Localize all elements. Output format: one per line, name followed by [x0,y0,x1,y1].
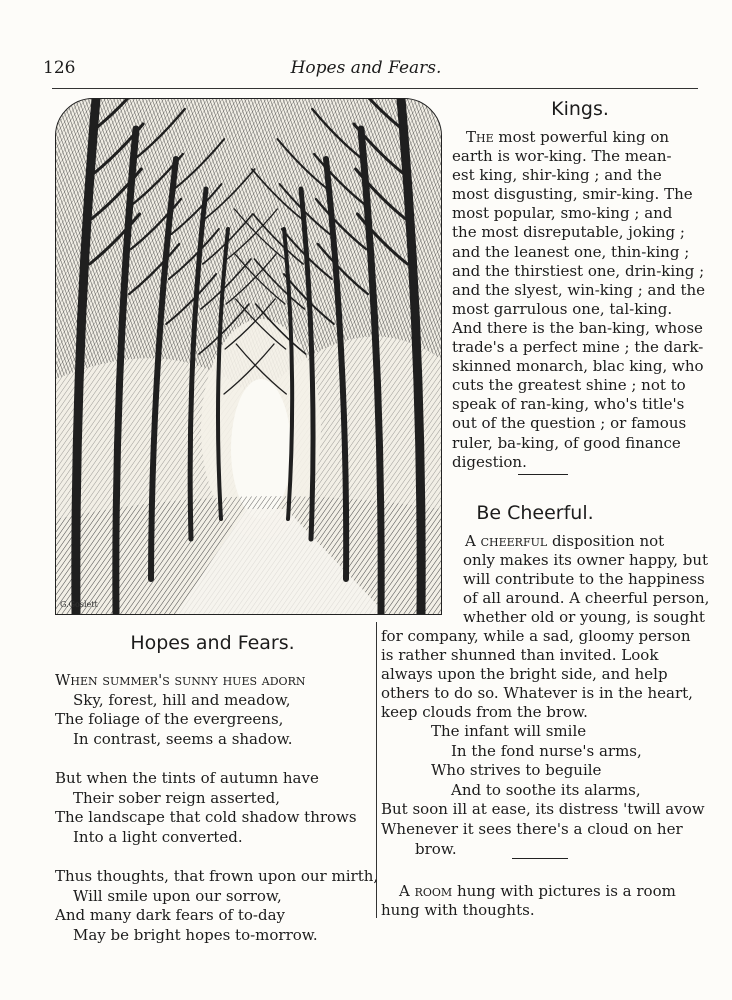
section-divider [512,858,568,859]
hopes-heading: Hopes and Fears. [130,632,295,654]
room-line: hung with thoughts. [381,901,535,920]
poem-line: And many dark fears of to-day [55,906,286,925]
verse-line: Who strives to beguile [431,761,602,780]
poem-line: Will smile upon our sorrow, [73,886,282,905]
cheerful-line: of all around. A cheerful person, [463,589,710,608]
kings-line: est king, shir-king ; and the [452,166,662,185]
kings-paragraph [452,128,706,472]
poem-line: In contrast, seems a shadow. [73,729,293,748]
cheerful-line: whether old or young, is sought [463,608,705,627]
kings-line: digestion. [452,452,527,471]
kings-line: and the thirstiest one, drin-king ; [452,261,705,280]
cheerful-line: is rather shunned than invited. Look [381,646,659,665]
cheerful-heading: Be Cheerful. [476,502,594,524]
tree-avenue-illustration [55,98,442,615]
kings-line: out of the question ; or famous [452,414,687,433]
kings-line: and the slyest, win-king ; and the [452,280,706,299]
engraver-signature: G.Goslett [60,600,98,609]
kings-line: most garrulous one, tal-king. [452,299,673,318]
verse-line: And to soothe its alarms, [451,780,641,799]
cheerful-line: keep clouds from the brow. [381,703,588,722]
cheerful-verse [381,722,705,859]
poem-line: When summer's sunny hues adorn [55,671,306,689]
verse-line: In the fond nurse's arms, [451,741,642,760]
cheerful-line: others to do so. Whatever is in the heart, [381,684,693,703]
kings-line: the most disreputable, joking ; [452,223,685,242]
cheerful-line: will contribute to the happiness [463,570,705,589]
kings-line-first: The most powerful king on [466,128,670,146]
kings-line: most disgusting, smir-king. The [452,185,693,204]
poem-line: May be bright hopes to-morrow. [73,925,318,944]
poem-line: The foliage of the evergreens, [55,710,284,729]
cheerful-paragraph-top: A cheerful disposition not only makes its owner happy, but will contribute to the happiness of all around. A cheerful person, whether old or young, is sought [463,532,710,627]
poem-line: Their sober reign asserted, [73,788,280,807]
kings-heading: Kings. [551,98,609,120]
kings-line: earth is wor-king. The mean- [452,147,672,166]
verse-line: The infant will smile [431,722,587,740]
poem-line: Sky, forest, hill and meadow, [73,690,291,709]
hopes-poem [55,671,378,945]
poem-line: But when the tints of autumn have [55,768,319,787]
cheerful-line: always upon the bright side, and help [381,665,668,684]
room-paragraph: A room hung with pictures is a room hung with thoughts. [381,882,695,920]
kings-line: ruler, ba-king, of good finance [452,433,681,452]
poem-line: Into a light converted. [73,827,243,846]
kings-line: And there is the ban-king, whose [452,318,703,337]
poem-line: Thus thoughts, that frown upon our mirth, [55,866,379,885]
verse-line: brow. [415,839,457,858]
kings-line: speak of ran-king, who's title's [452,395,685,414]
kings-line: and the leanest one, thin-king ; [452,242,690,261]
poem-line: The landscape that cold shadow throws [55,808,357,827]
running-title: Hopes and Fears. [290,58,442,78]
verse-line: Whenever it sees there's a cloud on her [381,819,683,838]
page-number: 126 [43,58,76,78]
verse-line: But soon ill at ease, its distress 'twill avow [381,800,705,819]
cheerful-paragraph-bottom [381,627,699,722]
header-rule [52,88,698,89]
kings-line: cuts the greatest shine ; not to [452,376,686,395]
section-divider [518,474,568,475]
kings-line: most popular, smo-king ; and [452,204,673,223]
kings-line: trade's a perfect mine ; the dark- [452,338,704,357]
cheerful-line: only makes its owner happy, but [463,551,709,570]
kings-line: skinned monarch, blac king, who [452,357,704,376]
cheerful-line: for company, while a sad, gloomy person [381,627,691,645]
